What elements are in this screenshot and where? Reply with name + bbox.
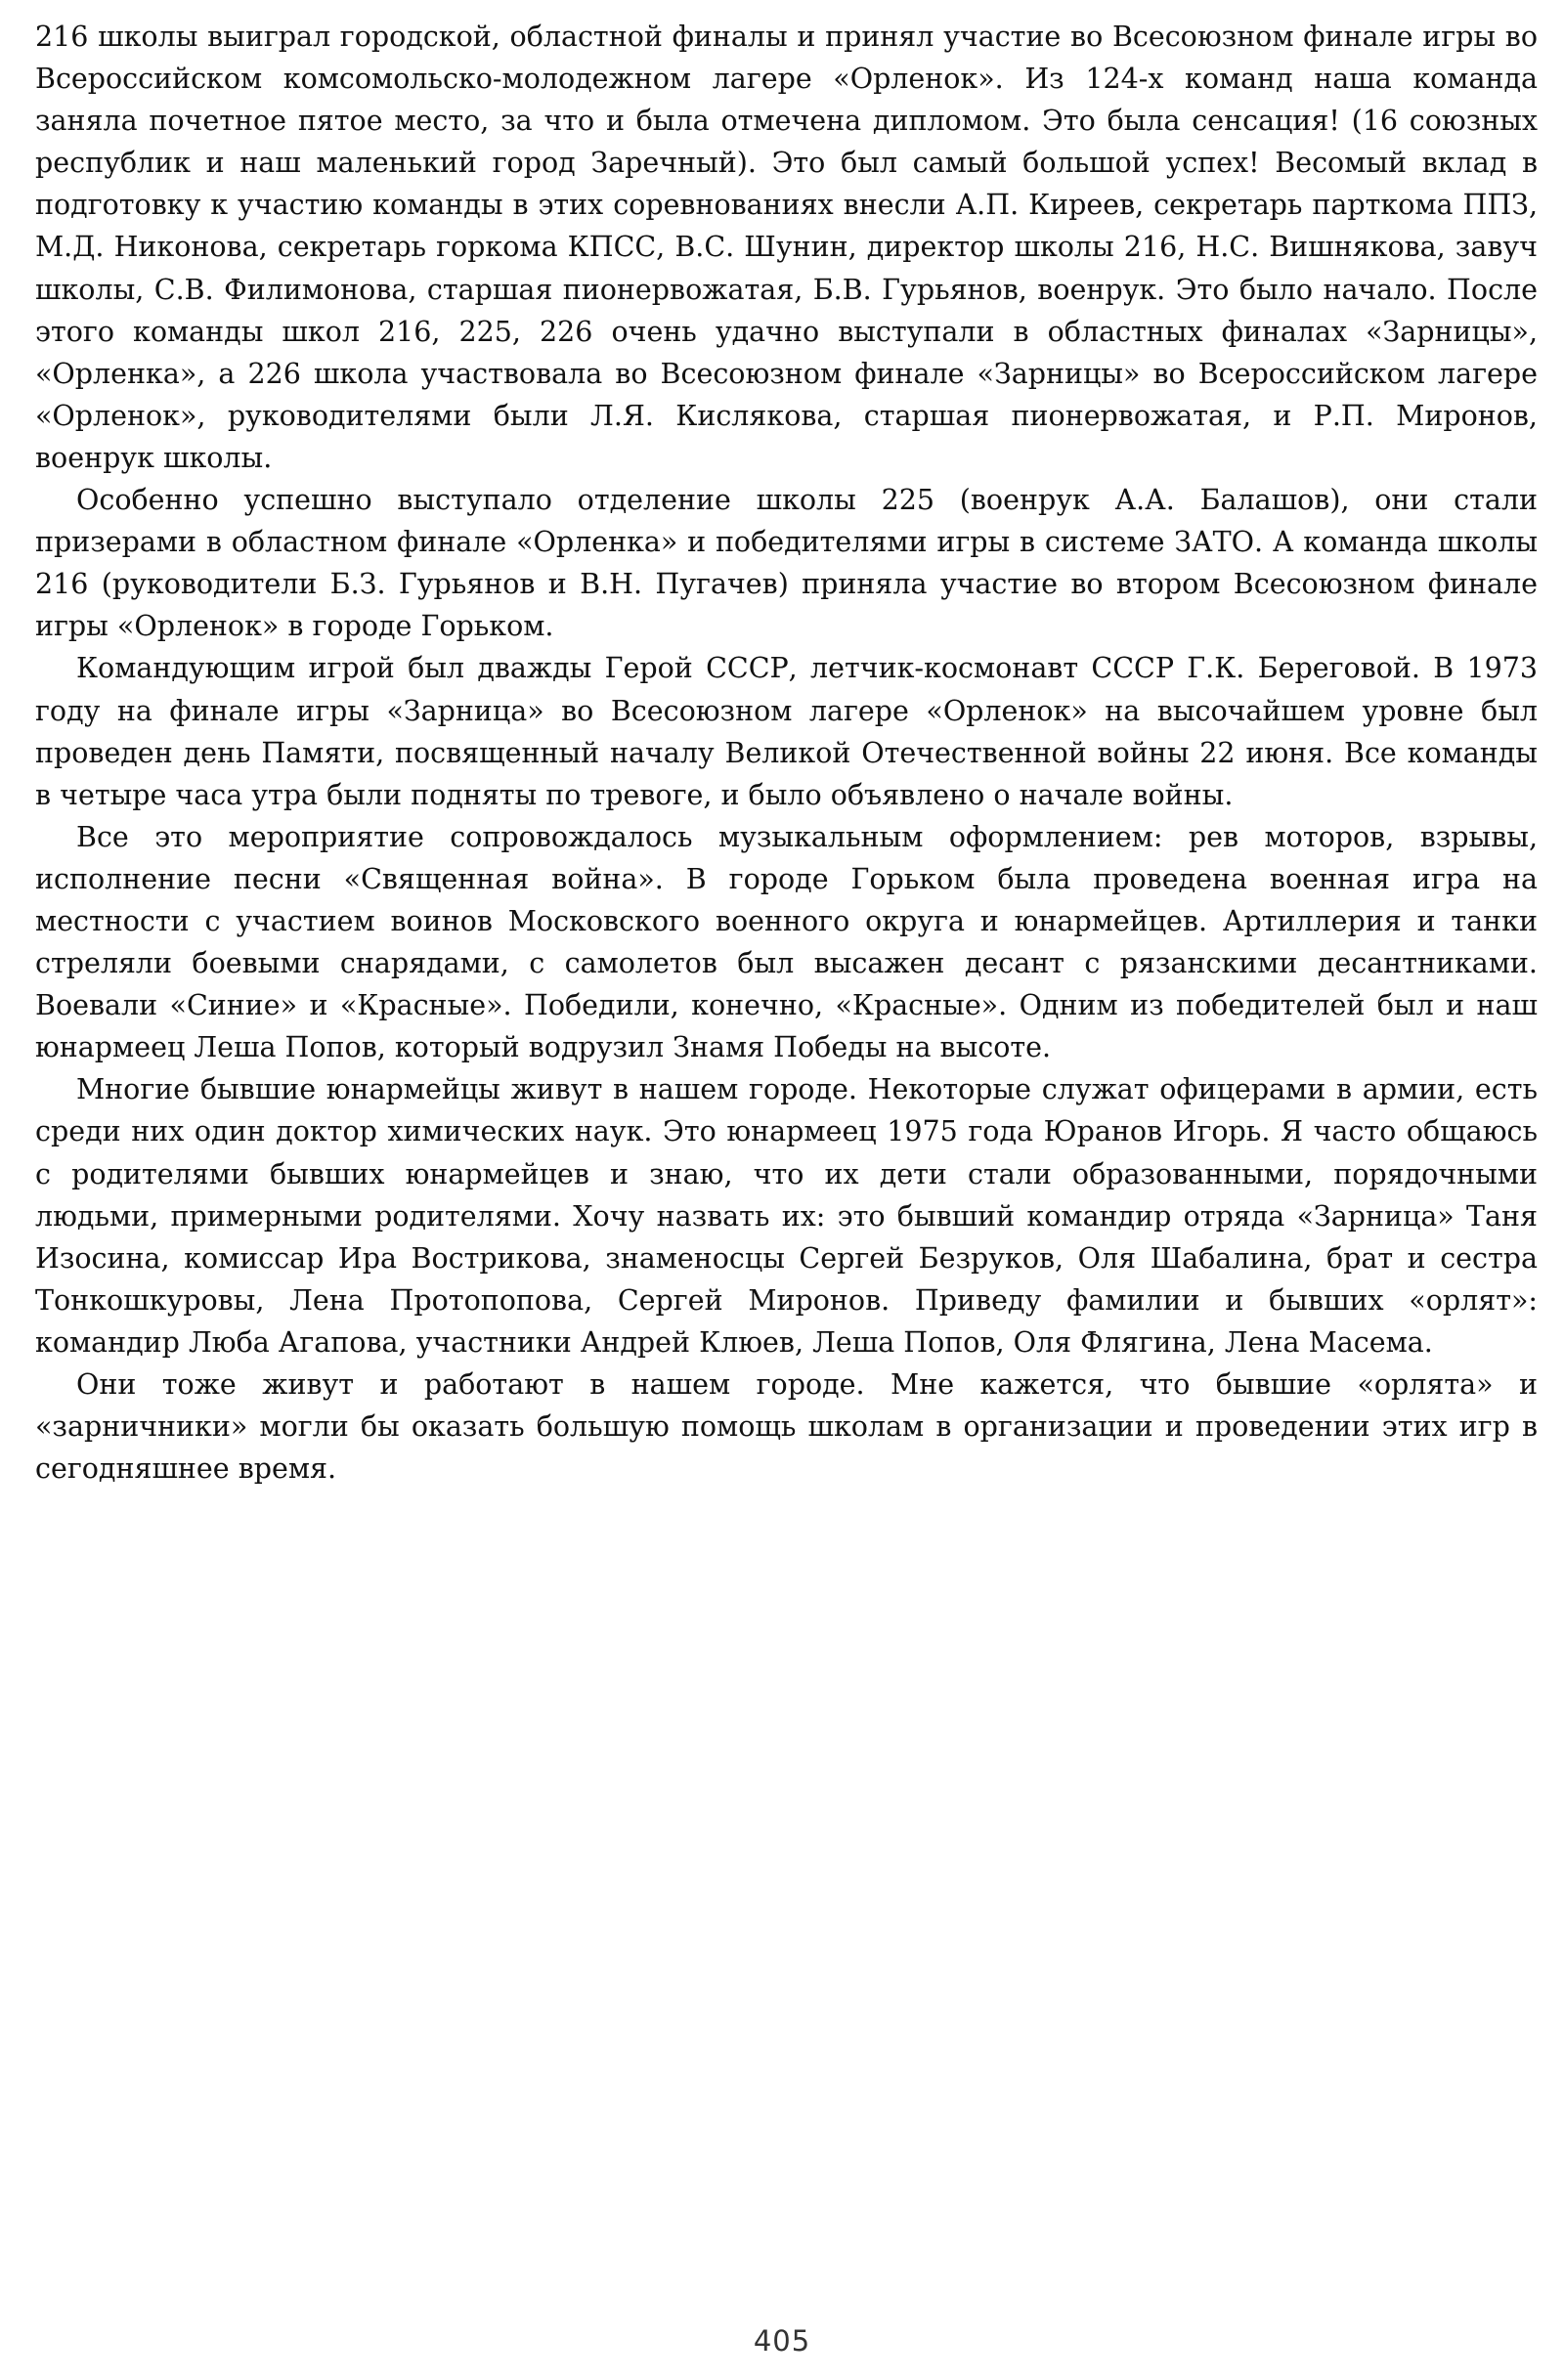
paragraph-3: Командующим игрой был дважды Герой СССР, летчик-космонавт СССР Г.К. Береговой. В 1973 году на финале игры «Зарница» во Всесоюзном лагере «Орленок» на высочайшем уровне был проведен день Памяти, посвященный началу Великой Отечественной войны 22 июня. Все команды в четыре часа утра были подняты по тревоге, и было объявлено о начале войны. <box>35 652 1538 811</box>
page-number: 405 <box>753 2324 811 2358</box>
document-page <box>35 16 1538 1490</box>
paragraph-2: Особенно успешно выступало отделение школы 225 (военрук А.А. Балашов), они стали призерами в областном финале «Орленка» и победителями игры в системе ЗАТО. А команда школы 216 (руководители Б.З. Гурьянов и В.Н. Пугачев) приняла участие во втором Всесоюзном финале игры «Орленок» в городе Горьком. <box>35 484 1538 643</box>
paragraph-6: Они тоже живут и работают в нашем городе. Мне кажется, что бывшие «орлята» и «зарничники» могли бы оказать большую помощь школам в организации и проведении этих игр в сегодняшнее время. <box>35 1368 1538 1486</box>
paragraph-1: 216 школы выиграл городской, областной финалы и принял участие во Всесоюзном финале игры во Всероссийском комсомольско-молодежном лагере «Орленок». Из 124-х команд наша команда заняла почетное пятое место, за что и была отмечена дипломом. Это была сенсация! (16 союзных республик и наш маленький город Заречный). Это был самый большой успех! Весомый вклад в подготовку к участию команды в этих соревнованиях внесли А.П. Киреев, секретарь парткома ППЗ, М.Д. Никонова, секретарь горкома КПСС, В.С. Шунин, директор школы 216, Н.С. Вишнякова, завуч школы, С.В. Филимонова, старшая пионервожатая, Б.В. Гурьянов, военрук. Это было начало. После этого команды школ 216, 225, 226 очень удачно выступали в областных финалах «Зарницы», «Орленка», а 226 школа участвовала во Всесоюзном финале «Зарницы» во Всероссийском лагере «Орленок», руководителями были Л.Я. Кислякова, старшая пионервожатая, и Р.П. Миронов, военрук школы. <box>35 21 1538 474</box>
paragraph-4: Все это мероприятие сопровождалось музыкальным оформлением: рев моторов, взрывы, исполнение песни «Священная война». В городе Горьком была проведена военная игра на местности с участием воинов Московского военного округа и юнармейцев. Артиллерия и танки стреляли боевыми снарядами, с самолетов был высажен десант с рязанскими десантниками. Воевали «Синие» и «Красные». Победили, конечно, «Красные». Одним из победителей был и наш юнармеец Леша Попов, который водрузил Знамя Победы на высоте. <box>35 820 1538 1064</box>
paragraph-5: Многие бывшие юнармейцы живут в нашем городе. Некоторые служат офицерами в армии, есть среди них один доктор химических наук. Это юнармеец 1975 года Юранов Игорь. Я часто общаюсь с родителями бывших юнармейцев и знаю, что их дети стали образованными, порядочными людьми, примерными родителями. Хочу назвать их: это бывший командир отряда «Зарница» Таня Изосина, комиссар Ира Вострикова, знаменосцы Сергей Безруков, Оля Шабалина, брат и сестра Тонкошкуровы, Лена Протопопова, Сергей Миронов. Приведу фамилии и бывших «орлят»: командир Люба Агапова, участники Андрей Клюев, Леша Попов, Оля Флягина, Лена Масема. <box>35 1073 1538 1359</box>
